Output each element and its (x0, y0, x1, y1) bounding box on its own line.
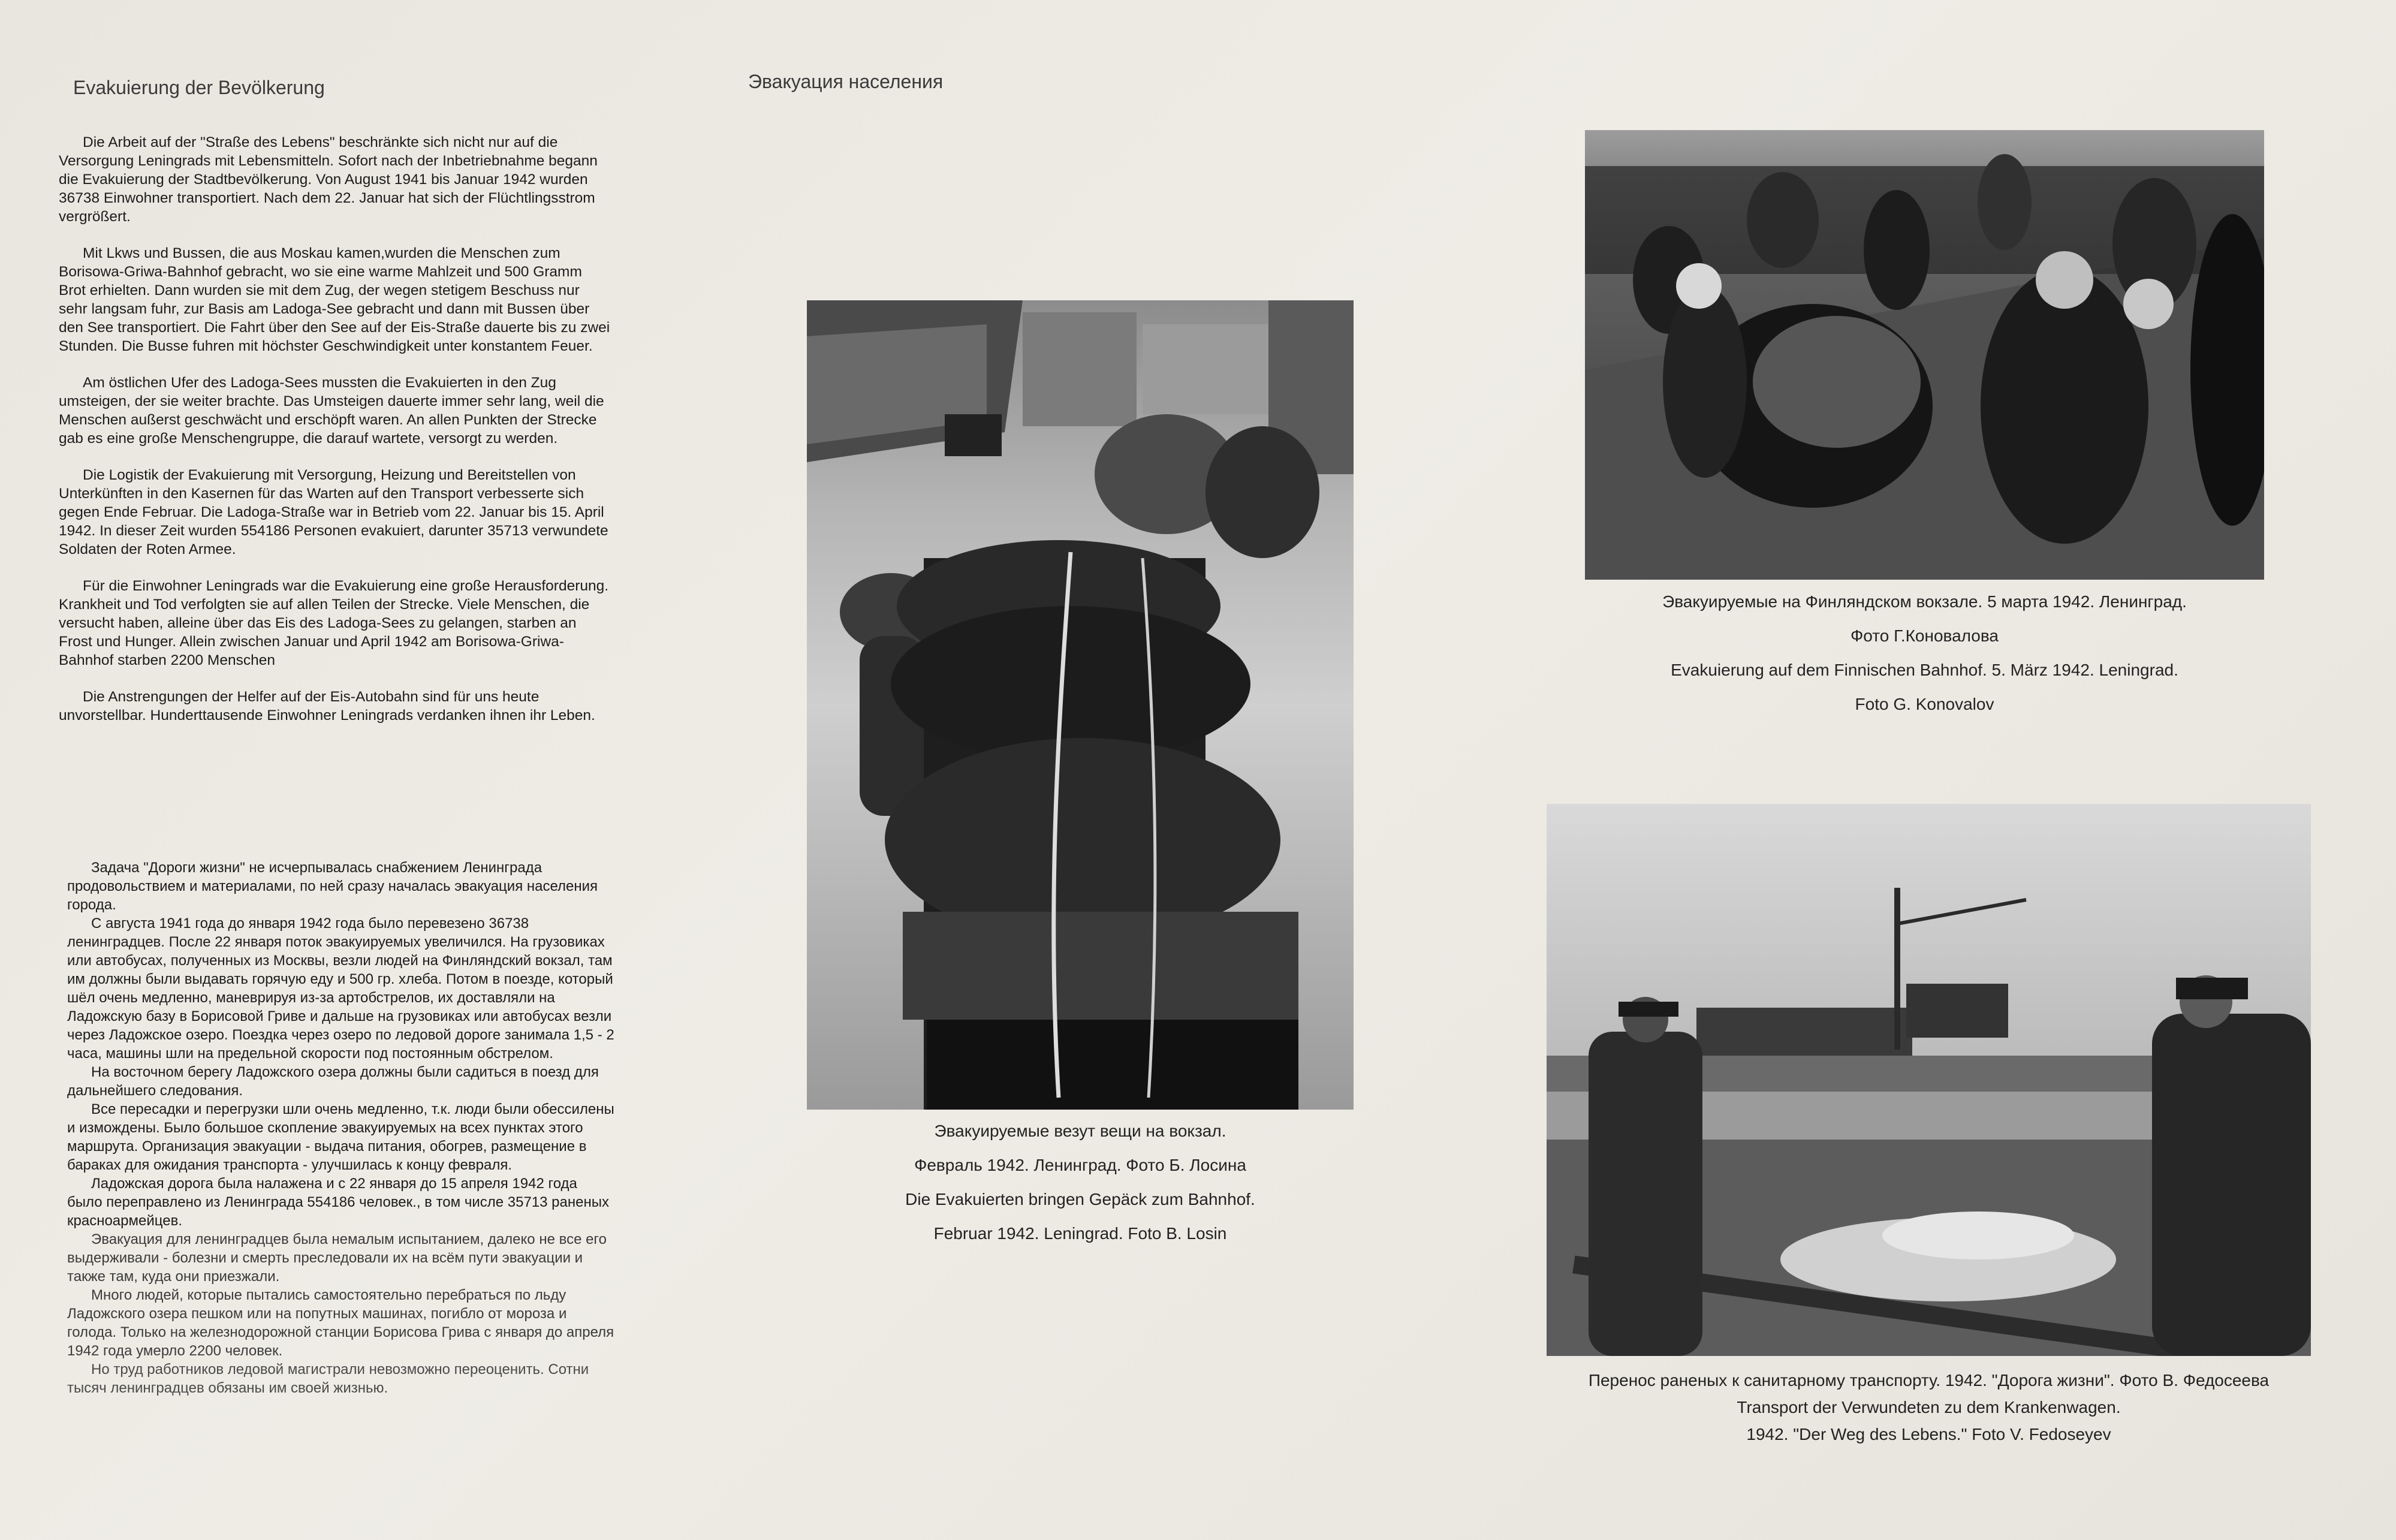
caption-line: Die Evakuierten bringen Gepäck zum Bahnhof. (905, 1190, 1255, 1209)
german-title: Evakuierung der Bevölkerung (73, 77, 325, 98)
caption-line: Фото Г.Коновалова (1850, 626, 1999, 645)
caption-line: Февраль 1942. Ленинград. Фото Б. Лосина (914, 1156, 1246, 1174)
photo-finland-station-image (1585, 130, 2264, 580)
german-paragraph: Für die Einwohner Leningrads war die Evakuierung eine große Herausforderung. Krankheit und Tod verfolgten sie auf allen Teilen der Strecke. Viele Menschen, die versucht haben, alleine über das Eis des Ladoga-Sees zu gelangen, starben an Frost und Hunger. Allein zwischen Januar und April 1942 am Borisowa-Griwa-Bahnhof starben 2200 Menschen (59, 578, 609, 668)
caption-line: Februar 1942. Leningrad. Foto B. Losin (933, 1224, 1227, 1243)
photo-wounded-transport-image (1547, 804, 2311, 1356)
german-paragraph: Die Arbeit auf der "Straße des Lebens" beschränkte sich nicht nur auf die Versorgung Leningrads mit Lebensmitteln. Sofort nach der Inbetriebnahme begann die Evakuierung der Stadtbevölkerung. Von August 1941 bis Januar 1942 wurden 36738 Einwohner transportiert. Nach dem 22. Januar hat sich der Flüchtlingsstrom vergrößert. (59, 134, 598, 225)
russian-paragraph: Задача "Дороги жизни" не исчерпывалась снабжением Ленинграда продовольствием и материалами, по ней сразу началась эвакуация населения города. (67, 860, 598, 913)
caption-line: Foto G. Konovalov (1855, 695, 1994, 713)
german-paragraph: Mit Lkws und Bussen, die aus Moskau kamen,wurden die Menschen zum Borisowa-Griwa-Bahnhof gebracht, wo sie eine warme Mahlzeit und 500 Gramm Brot erhielten. Dann wurden sie mit dem Zug, der wegen stetigem Beschuss nur sehr langsam fuhr, zur Basis am Ladoga-See gebracht und dann mit Bussen über den See transportiert. Die Fahrt über den See auf der Eis-Straße dauerte bis zu zwei Stunden. Die Busse fuhren mit höchster Geschwindigkeit unter konstantem Feuer. (59, 245, 610, 354)
caption-line: Transport der Verwundeten zu dem Krankenwagen. (1737, 1398, 2121, 1417)
caption-line: Evakuierung auf dem Finnischen Bahnhof. 5. März 1942. Leningrad. (1671, 661, 2178, 679)
caption-center-photo (807, 1114, 1354, 1250)
russian-title: Эвакуация населения (748, 71, 944, 92)
german-paragraph: Am östlichen Ufer des Ladoga-Sees mussten die Evakuierten in den Zug umsteigen, der sie weiter brachte. Das Umsteigen dauerte immer sehr lang, weil die Menschen außerst geschwächt und erschöpft waren. An allen Punkten der Strecke gab es eine große Menschengruppe, die darauf wartete, versorgt zu werden. (59, 375, 604, 447)
german-text-column (59, 133, 610, 743)
russian-paragraph: Много людей, которые пытались самостоятельно перебраться по льду Ладожского озера пешком или на попутных машинах, погибло от мороза и голода. Только на железнодорожной станции Борисова Грива с января до апреля 1942 года умерло 2200 человек. (67, 1287, 614, 1359)
russian-paragraph: На восточном берегу Ладожского озера должны были садиться в поезд для дальнейшего следования. (67, 1064, 599, 1099)
caption-line: Эвакуируемые на Финляндском вокзале. 5 марта 1942. Ленинград. (1662, 592, 2187, 611)
photo-evacuees-sledge-image (807, 300, 1354, 1110)
russian-paragraph: Все пересадки и перегрузки шли очень медленно, т.к. люди были обессилены и измождены. Было большое скопление эвакуируемых на всех пунктах этого маршрута. Организация эвакуации - выдача питания, обогрев, размещение в бараках для ожидания транспорта - улучшилась к концу февраля. (67, 1101, 614, 1173)
russian-paragraph: Эвакуация для ленинградцев была немалым испытанием, далеко не все его выдерживали - болезни и смерть преследовали их на всём пути эвакуации и также там, куда они приезжали. (67, 1231, 607, 1285)
caption-bottom-photo (1523, 1367, 2335, 1448)
german-paragraph: Die Anstrengungen der Helfer auf der Eis-Autobahn sind für uns heute unvorstellbar. Hunderttausende Einwohner Leningrads verdanken ihnen ihr Leben. (59, 689, 595, 724)
caption-top-photo (1585, 584, 2264, 721)
photo-finland-station (1585, 130, 2264, 580)
german-paragraph: Die Logistik der Evakuierung mit Versorgung, Heizung und Bereitstellen von Unterkünften in den Kasernen für das Warten auf den Transport verbesserte sich gegen Ende Februar. Die Ladoga-Straße war in Betrieb vom 22. Januar bis 15. April 1942. In dieser Zeit wurden 554186 Personen evakuiert, darunter 35713 verwundete Soldaten der Roten Armee. (59, 467, 608, 557)
caption-line: 1942. "Der Weg des Lebens." Foto V. Fedoseyev (1746, 1425, 2111, 1443)
photo-evacuees-sledge (807, 300, 1354, 1110)
caption-line: Перенос раненых к санитарному транспорту. 1942. "Дорога жизни". Фото В. Федосеева (1588, 1371, 2270, 1390)
photo-wounded-transport (1547, 804, 2311, 1356)
caption-line: Эвакуируемые везут вещи на вокзал. (934, 1122, 1226, 1140)
russian-text-column (67, 858, 616, 1397)
russian-paragraph: С августа 1941 года до января 1942 года было перевезено 36738 ленинградцев. После 22 января поток эвакуируемых увеличился. На грузовиках или автобусах, полученных из Москвы, везли людей на Финляндский вокзал, там им должны были выдавать горячую еду и 500 гр. хлеба. Потом в поезде, который шёл очень медленно, маневрируя из-за артобстрелов, их доставляли на Ладожскую базу в Борисовой Гриве и дальше на грузовиках или автобусах везли через Ладожское озеро. Поездка через озеро по ледовой дороге занимала 1,5 - 2 часа, машины шли на предельной скорости под постоянным обстрелом. (67, 915, 614, 1062)
russian-paragraph: Но труд работников ледовой магистрали невозможно переоценить. Сотни тысяч ленинградцев обязаны им своей жизнью. (67, 1361, 589, 1396)
russian-paragraph: Ладожская дорога была налажена и с 22 января до 15 апреля 1942 года было переправлено из Ленинграда 554186 человек., в том числе 35713 раненых красноармейцев. (67, 1176, 609, 1229)
